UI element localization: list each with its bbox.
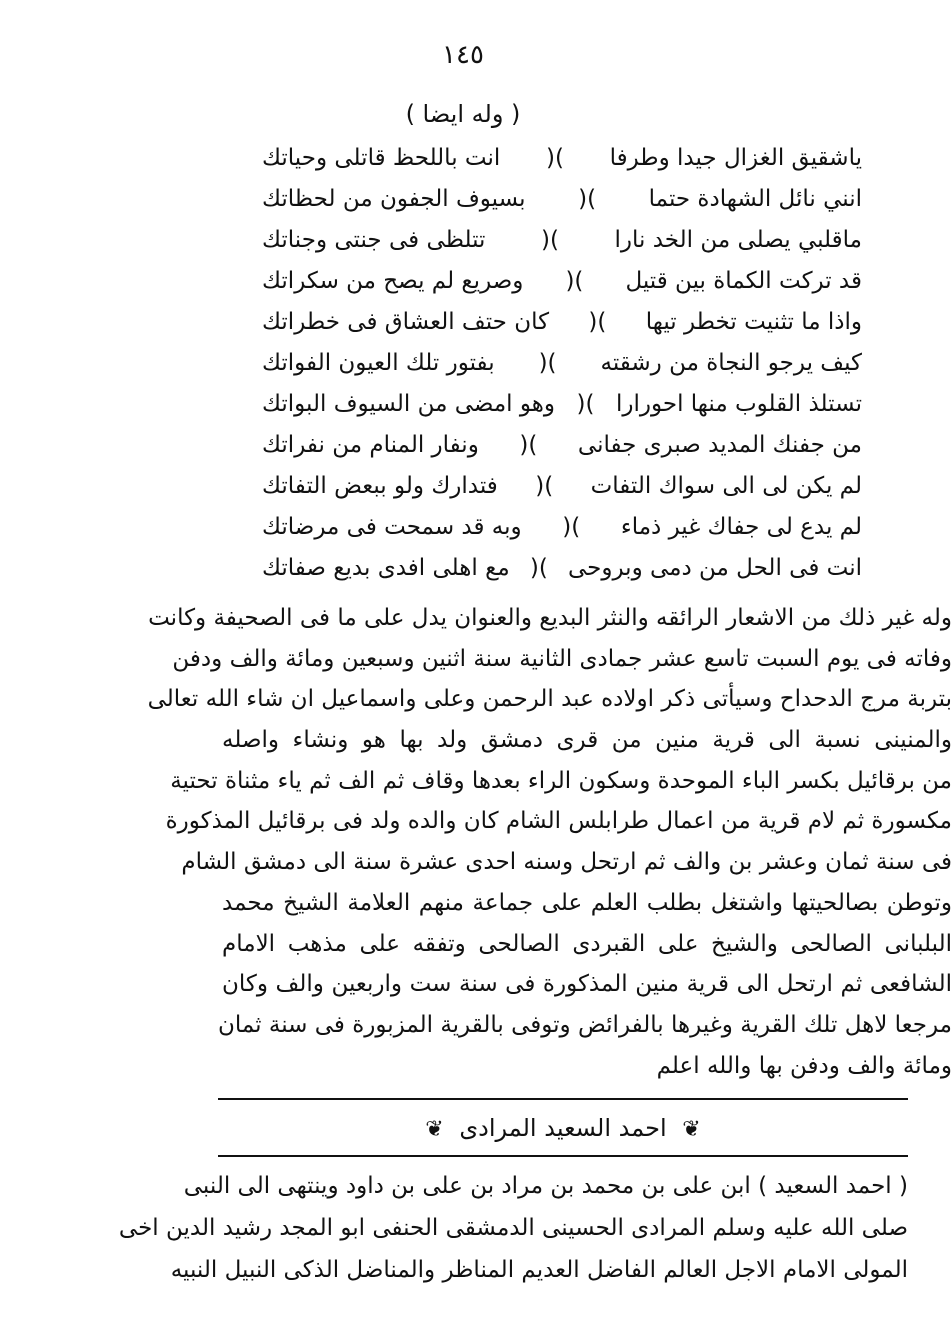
verse-second-hemistich: ونفار المنام من نفراتك (262, 432, 479, 458)
paragraph-line: وتوطن بصالحيتها واشتغل بطلب العلم على جماعة منهم العلامة الشيخ محمد (222, 889, 952, 916)
poem-verses (262, 138, 862, 589)
verse-first-hemistich: تستلذ القلوب منها احورارا (615, 391, 862, 417)
verse-second-hemistich: وصريع لم يصح من سكراتك (262, 268, 524, 294)
poem-title: ( وله ايضا ) (405, 100, 521, 128)
verse-second-hemistich: كان حتف العشاق فى خطراتك (262, 309, 550, 335)
flourish-ornament-icon: ❦ (682, 1117, 701, 1142)
paragraph-line: والمنينى نسبة الى قرية منين من قرى دمشق ولد بها هو ونشاء واصله (222, 727, 952, 754)
paragraph-line: ( احمد السعيد ) ابن على بن محمد بن مراد بن على بن داود وينتهى الى النبى (183, 1173, 908, 1199)
paragraph-line: وفاته فى يوم السبت تاسع عشر جمادى الثانية سنة اثنين وسبعين ومائة والف ودفن (172, 645, 952, 672)
paragraph-line: فى سنة ثمان وعشر بن والف ثم ارتحل وسنه احدى عشرة سنة الى دمشق الشام (181, 849, 952, 876)
biography-paragraph (147, 598, 952, 1086)
entry-heading (218, 1105, 908, 1153)
paragraph-line: وله غير ذلك من الاشعار الرائقه والنثر البديع والعنوان يدل على ما فى الصحيفة وكانت (148, 605, 952, 631)
verse-first-hemistich: من جفنك المديد صبرى جفانى (577, 432, 862, 458)
verse-second-hemistich: انت باللحظ قاتلى وحياتك (262, 145, 501, 171)
paragraph-line: الشافعى ثم ارتحل الى قرية منين المذكورة فى سنة ست واربعين والف وكان (222, 971, 952, 998)
verse-first-hemistich: لم يدع لى جفاك غير ذماء (620, 514, 862, 540)
verse-second-hemistich: وبه قد سمحت فى مرضاتك (262, 514, 522, 540)
entry-paragraph (118, 1165, 908, 1291)
verse-first-hemistich: لم يكن لى الى سواك التفات (590, 473, 862, 499)
paragraph-line: مرجعا لاهل تلك القرية وغيرها بالفرائض وتوفى بالقرية المزبورة فى سنة ثمان (217, 1011, 952, 1038)
verse-separator: )( (576, 391, 595, 417)
verse-separator: )( (588, 309, 607, 335)
section-rule-top (218, 1098, 908, 1100)
verse-separator: )( (545, 145, 564, 171)
verse-line (262, 220, 862, 261)
verse-second-hemistich: وهو امضى من السيوف البواتك (262, 391, 555, 417)
verse-separator: )( (519, 432, 538, 458)
verse-first-hemistich: ماقلبي يصلى من الخد نارا (614, 227, 862, 253)
verse-second-hemistich: تتلظى فى جنتى وجناتك (262, 227, 486, 253)
verse-separator: )( (541, 227, 559, 253)
flourish-ornament-icon: ❦ (425, 1117, 444, 1142)
verse-line (262, 138, 862, 179)
paragraph-line: البلبانى الصالحى والشيخ على القبردى الصالحى وتفقه على مذهب الامام (222, 930, 952, 957)
paragraph-line: من برقائيل بكسر الباء الموحدة وسكون الراء بعدها وقاف ثم الف ثم ياء مثناة تحتية (170, 767, 952, 794)
verse-first-hemistich: قد تركت الكماة بين قتيل (625, 268, 862, 294)
paragraph-line: صلى الله عليه وسلم المرادى الحسينى الدمشقى الحنفى ابو المجد رشيد الدين اخى (118, 1215, 908, 1241)
paragraph-line: مكسورة ثم لام قرية من اعمال طرابلس الشام كان والده ولد فى برقائيل المذكورة (165, 808, 952, 835)
verse-line (262, 261, 862, 302)
verse-separator: )( (565, 268, 584, 294)
verse-first-hemistich: ياشقيق الغزال جيدا وطرفا (609, 145, 862, 171)
verse-separator: )( (578, 186, 597, 212)
verse-second-hemistich: مع اهلى افدى بديع صفاتك (262, 555, 510, 581)
verse-separator: )( (535, 473, 554, 499)
verse-line (262, 302, 862, 343)
verse-separator: )( (538, 350, 557, 376)
verse-line (262, 384, 862, 425)
verse-separator: )( (529, 555, 548, 581)
verse-line (262, 548, 862, 589)
verse-line (262, 343, 862, 384)
page-number: ١٤٥ (442, 40, 484, 70)
verse-second-hemistich: فتدارك ولو ببعض التفاتك (262, 473, 498, 499)
paragraph-line: ومائة والف ودفن بها والله اعلم (656, 1052, 952, 1079)
verse-first-hemistich: انني نائل الشهادة حتما (648, 186, 862, 212)
verse-line (262, 466, 862, 507)
section-rule-bottom (218, 1155, 908, 1157)
paragraph-line: بتربة مرج الدحداح وسيأتى ذكر اولاده عبد الرحمن وعلى واسماعيل ان شاء الله تعالى (147, 686, 952, 713)
verse-line (262, 507, 862, 548)
verse-second-hemistich: بفتور تلك العيون الفواتك (262, 350, 495, 376)
verse-line (262, 179, 862, 220)
verse-separator: )( (562, 514, 581, 540)
entry-heading-text: احمد السعيد المرادى (459, 1114, 667, 1142)
paragraph-line: المولى الامام الاجل العالم الفاضل العديم المناظر والمناضل الذكى النبيل النبيه (170, 1257, 908, 1283)
verse-line (262, 425, 862, 466)
verse-first-hemistich: واذا ما تثنيت تخطر تيها (645, 309, 862, 335)
verse-first-hemistich: انت فى الحل من دمى وبروحى (567, 555, 862, 581)
verse-second-hemistich: بسيوف الجفون من لحظاتك (262, 186, 526, 212)
verse-first-hemistich: كيف يرجو النجاة من رشقته (600, 350, 862, 376)
